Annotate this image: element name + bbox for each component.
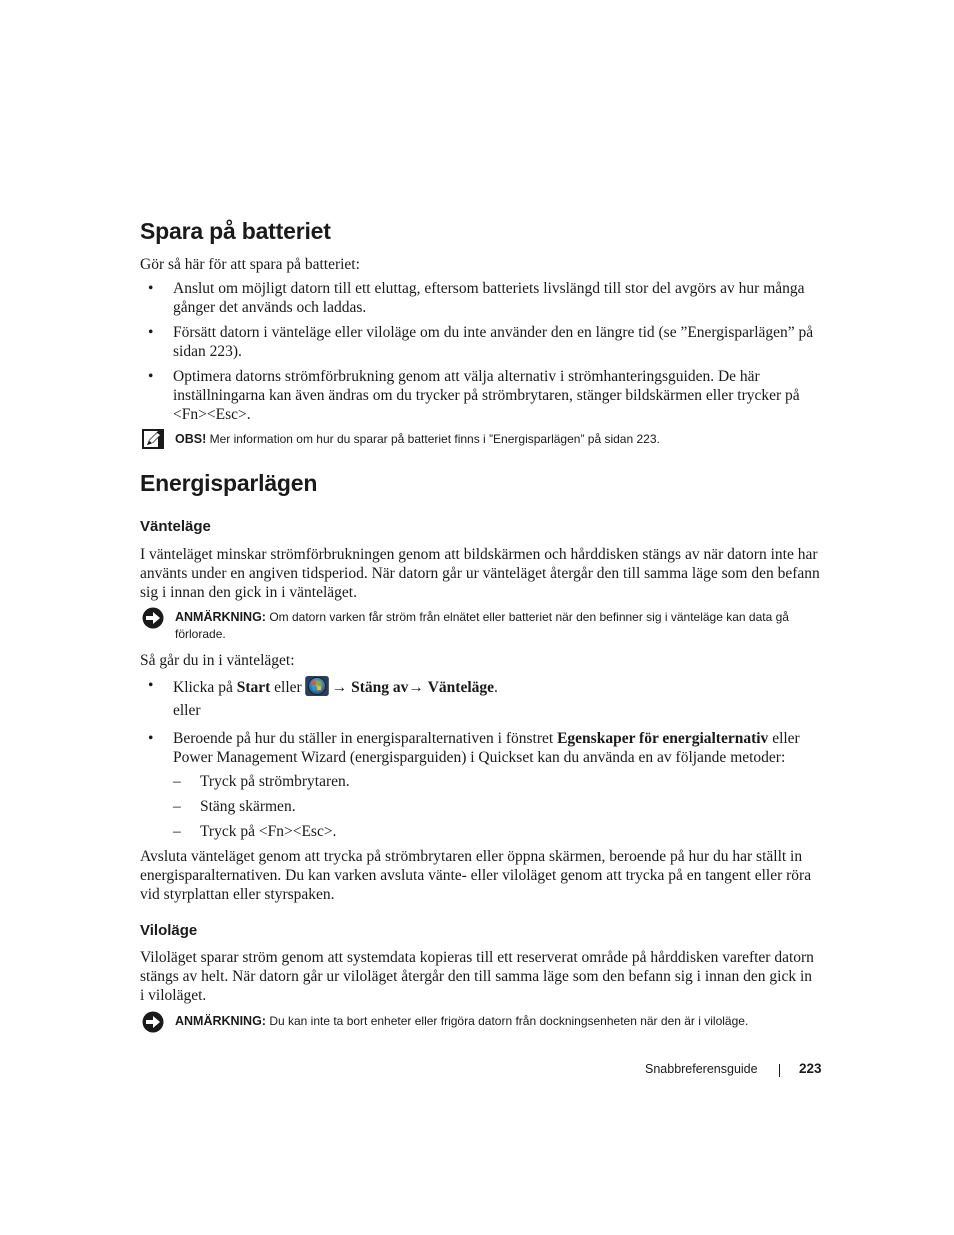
page-number: 223 bbox=[799, 1061, 822, 1076]
power-options-label: Egenskaper för energialternativ bbox=[557, 730, 769, 747]
note-text: Mer information om hur du sparar på batteriet finns i ”Energisparlägen” på sidan 223. bbox=[209, 432, 660, 446]
subsection-title-hibernate: Viloläge bbox=[140, 922, 198, 939]
standby-howto: Så går du in i vänteläget: bbox=[140, 652, 295, 669]
notice-label: ANMÄRKNING: bbox=[175, 610, 266, 624]
hibernate-notice bbox=[175, 1013, 815, 1030]
section-title-battery: Spara på batteriet bbox=[140, 218, 331, 244]
bullet1-prefix: Klicka på bbox=[173, 679, 233, 696]
notice-text: Du kan inte ta bort enheter eller frigöra datorn från dockningsenheten när den är i viloläge. bbox=[269, 1014, 749, 1028]
footer-separator bbox=[779, 1064, 780, 1077]
standby-notice bbox=[175, 609, 815, 643]
battery-note bbox=[175, 431, 815, 448]
footer-guide-title: Snabbreferensguide bbox=[645, 1062, 758, 1076]
dash-item-1: Tryck på strömbrytaren. bbox=[200, 773, 350, 790]
dash-marker: – bbox=[173, 798, 181, 815]
bullet-marker: • bbox=[148, 324, 154, 341]
period: . bbox=[494, 679, 498, 696]
start-label: Start bbox=[236, 679, 271, 696]
bullet-marker: • bbox=[148, 280, 154, 297]
arrow: → bbox=[331, 679, 348, 696]
notice-arrow-icon bbox=[142, 1011, 164, 1033]
standby-exit-paragraph: Avsluta vänteläget genom att trycka på strömbrytaren eller öppna skärmen, beroende på hur du har ställt in energisparalternativen. Du kan varken avsluta vänte- eller viloläget genom att trycka på en tangent eller röra vid styrplattan eller styrspaken. bbox=[140, 848, 812, 903]
shutdown-label: Stäng av bbox=[351, 679, 409, 696]
bullet-marker: • bbox=[148, 730, 154, 747]
battery-bullet-2: Försätt datorn i vänteläge eller viloläge om du inte använder den en längre tid (se ”Energisparlägen” på sidan 223). bbox=[173, 324, 814, 360]
subsection-title-standby: Vänteläge bbox=[140, 518, 211, 535]
notice-arrow-icon bbox=[142, 607, 164, 629]
windows-start-icon bbox=[304, 676, 330, 696]
notice-text: Om datorn varken får ström från elnätet eller batteriet när den befinner sig i vänteläge kan data gå förlorade. bbox=[175, 610, 789, 641]
standby-bullet-1 bbox=[173, 676, 818, 697]
bullet2-prefix: Beroende på hur du ställer in energisparalternativen i fönstret bbox=[173, 730, 554, 747]
note-label: OBS! bbox=[175, 432, 207, 446]
standby-paragraph: I vänteläget minskar strömförbrukningen genom att bildskärmen och hårddisken stängs av när datorn inte har använts under en angiven tidsperiod. När datorn går ur vänteläget återgår den till samma läge som den befann sig i innan den gick in i vänteläget. bbox=[140, 546, 820, 601]
bullet1-mid: eller bbox=[274, 679, 302, 696]
standby-label: Vänteläge bbox=[427, 679, 495, 696]
notice-label: ANMÄRKNING: bbox=[175, 1014, 266, 1028]
section-title-power-modes: Energisparlägen bbox=[140, 470, 318, 496]
bullet2-suffix: eller Power Management Wizard (energisparguiden) i Quickset kan du använda en av följande metoder: bbox=[173, 730, 800, 766]
hibernate-paragraph: Viloläget sparar ström genom att systemdata kopieras till ett reserverat område på hårddisken varefter datorn stängs av helt. När datorn går ur viloläget återgår den till samma läge som den befann sig i innan den gick in i viloläget. bbox=[140, 949, 814, 1004]
note-pencil-icon bbox=[142, 429, 164, 449]
or-text: eller bbox=[173, 702, 201, 719]
standby-bullet-2 bbox=[173, 729, 818, 767]
arrow: → bbox=[408, 679, 424, 696]
battery-bullet-1: Anslut om möjligt datorn till ett eluttag, eftersom batteriets livslängd till stor del avgörs av hur många gånger det används och laddas. bbox=[173, 280, 805, 316]
dash-item-3: Tryck på <Fn><Esc>. bbox=[200, 823, 337, 840]
battery-intro: Gör så här för att spara på batteriet: bbox=[140, 256, 360, 273]
dash-item-2: Stäng skärmen. bbox=[200, 798, 296, 815]
bullet-marker: • bbox=[148, 368, 154, 385]
dash-marker: – bbox=[173, 773, 181, 790]
dash-marker: – bbox=[173, 823, 181, 840]
battery-bullet-3: Optimera datorns strömförbrukning genom att välja alternativ i strömhanteringsguiden. De här inställningarna kan även ändras om du trycker på strömbrytaren, stänger bildskärmen eller trycker på <Fn><Esc>. bbox=[173, 368, 800, 423]
bullet-marker: • bbox=[148, 677, 154, 694]
